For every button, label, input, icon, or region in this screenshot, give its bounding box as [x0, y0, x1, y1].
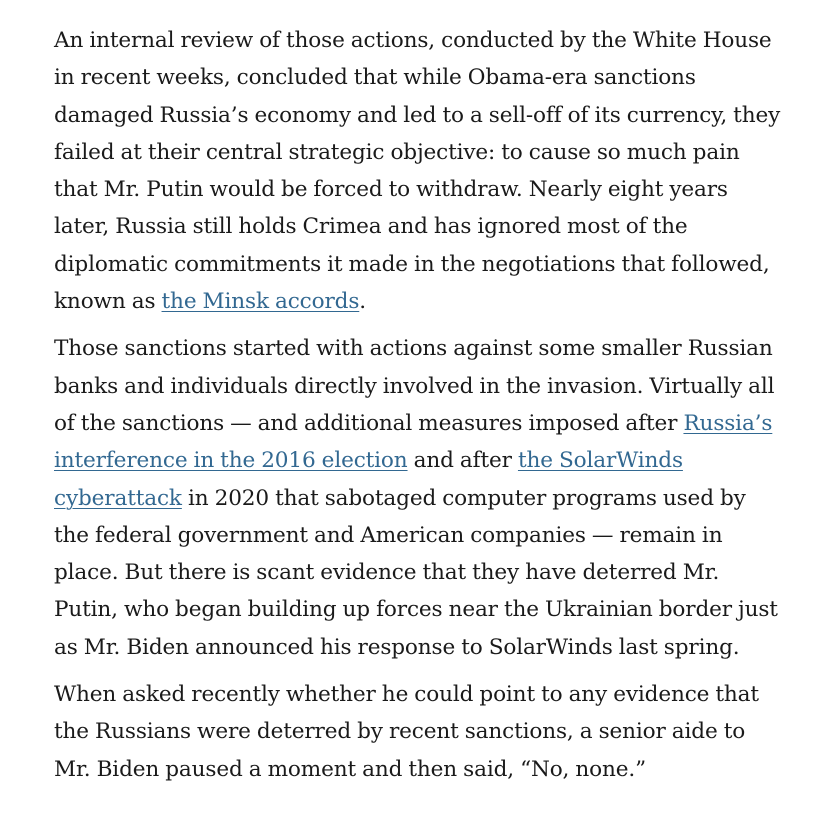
link-russia-interference-part2[interactable]: interference in the 2016 election: [54, 448, 408, 474]
paragraph-line: failed at their central strategic objective: to cause so much pain: [54, 139, 740, 165]
text-run: .: [359, 289, 366, 315]
paragraph-line: [54, 442, 822, 479]
paragraph-line: [54, 283, 822, 320]
paragraph-line: [54, 405, 822, 442]
text-run: of the sanctions — and additional measures imposed after: [54, 410, 684, 436]
paragraph-line: that Mr. Putin would be forced to withdraw. Nearly eight years: [54, 177, 728, 203]
paragraph-line: the federal government and American companies — remain in: [54, 522, 723, 548]
paragraph-line: place. But there is scant evidence that they have deterred Mr.: [54, 560, 720, 586]
link-solarwinds-part2[interactable]: cyberattack: [54, 485, 182, 511]
paragraph-line: Mr. Biden paused a moment and then said, “No, none.”: [54, 756, 646, 782]
article-paragraph-2: [54, 330, 822, 666]
paragraph-line: in recent weeks, concluded that while Obama-era sanctions: [54, 65, 696, 91]
text-run: and after: [407, 448, 518, 474]
paragraph-line: Those sanctions started with actions against some smaller Russian: [54, 336, 773, 362]
paragraph-line: later, Russia still holds Crimea and has ignored most of the: [54, 214, 688, 240]
paragraph-line: banks and individuals directly involved in the invasion. Virtually all: [54, 373, 775, 399]
text-run: known as: [54, 289, 162, 315]
paragraph-line: the Russians were deterred by recent sanctions, a senior aide to: [54, 719, 746, 745]
link-russia-interference-part1[interactable]: Russia’s: [683, 410, 773, 436]
link-solarwinds-part1[interactable]: the SolarWinds: [517, 448, 683, 474]
article-paragraph-3: [54, 676, 822, 788]
article-paragraph-1: [54, 22, 822, 320]
paragraph-line: diplomatic commitments it made in the negotiations that followed,: [54, 251, 770, 277]
paragraph-line: damaged Russia’s economy and led to a sell-off of its currency, they: [54, 102, 781, 128]
paragraph-line: as Mr. Biden announced his response to SolarWinds last spring.: [54, 634, 740, 660]
article-body: [54, 22, 822, 798]
paragraph-line: When asked recently whether he could point to any evidence that: [54, 682, 759, 708]
paragraph-line: Putin, who began building up forces near the Ukrainian border just: [54, 597, 778, 623]
paragraph-line: An internal review of those actions, conducted by the White House: [54, 28, 772, 53]
link-minsk-accords[interactable]: the Minsk accords: [161, 289, 360, 315]
paragraph-line: [54, 480, 822, 517]
text-run: in 2020 that sabotaged computer programs used by: [181, 485, 746, 511]
